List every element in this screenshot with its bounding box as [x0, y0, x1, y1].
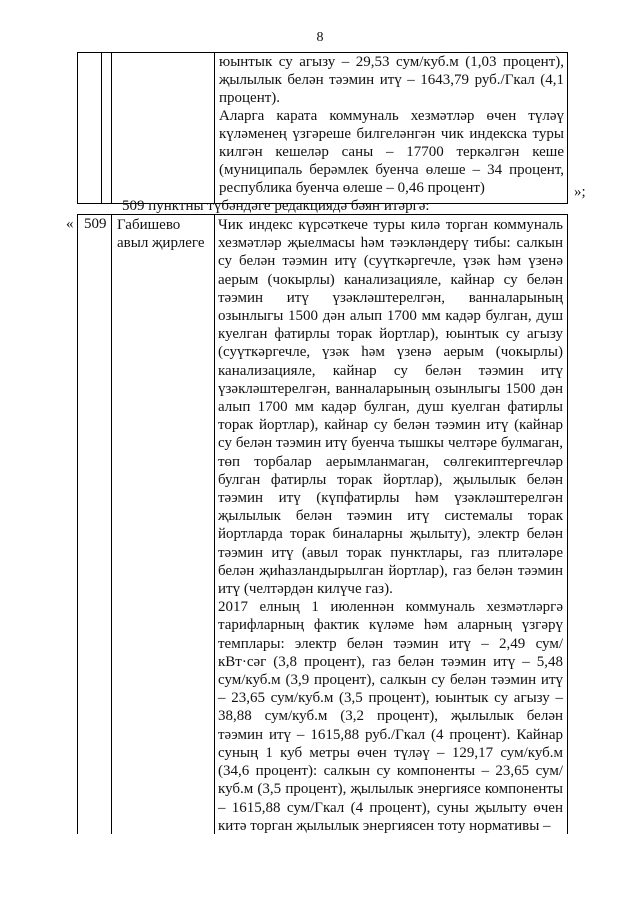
paragraph: Чик индекс күрсәткече туры килә торган коммуналь хезмәтләр җыелмасы һәм тәэкләндерү тибы: салкын су белән тәэмин итү (суүткәргечле, үзәк һәм үзенә аерым (чокырлы) канализацияле, кайнар су белән тәэмин итү үзәкләштерелгән, ванналарының озынлыгы 1500 дән алып 1700 мм кадәр булган, душ куелган фатирлы торак йортлар), юынтык су агызу (суүткәргечле, үзәк һәм үзенә аерым (чокырлы) канализацияле, кайнар су белән тәэмин итү үзәкләштерелгән, ванналарының озынлыгы 1500 дән алып 1700 мм кадәр булган, душ куелган фатирлы торак йортлар), кайнар су белән тәэмин итү (кайнар су белән тәэмин итү буенча тышкы челтәре булмаган, төп торбалар аерымланмаган, сөлгекиптергечләр булган фатирлы торак йортлар), җылылык белән тәэмин итү (күпфатирлы һәм үзәкләштерелгән җылылык белән тәэмин итү системалы торак йортларда торак биналарны җылыту), электр белән тәэмин итү (авыл торак пунктлары, газ плитәләре белән җиһазландырылган йортлар), газ белән тәэмин итү (челтәрдән килүче газ). — [218, 217, 563, 598]
previous-row-text — [219, 53, 564, 197]
closing-quote: »; — [574, 184, 586, 200]
settlement-name: Габишево авыл җирлеге — [117, 217, 205, 251]
paragraph: юынтык су агызу – 29,53 сум/куб.м (1,03 процент), җылылык белән тәэмин итү – 1643,79 руб./Гкал (4,1 процент). — [219, 54, 564, 106]
column-divider — [214, 53, 215, 203]
column-divider — [111, 53, 112, 203]
amendment-note: 509 пунктны түбәндәге редакциядә бәян итәргә: — [122, 198, 430, 214]
row-509-text — [218, 216, 563, 835]
column-divider — [214, 215, 215, 834]
paragraph: Аларга карата коммуналь хезмәтләр өчен түләү күләменең үзгәреше билгеләнгән чик индекска туры килгән кешеләр саны – 17700 теркәлгән кеше (муниципаль берәмлек буенча өлеше – 34 процент, республика буенча өлеше – 0,46 процент) — [219, 108, 564, 196]
paragraph: 2017 елның 1 июленнән коммуналь хезмәтләргә тарифларның фактик күләме һәм аларның үзгәрү темплары: электр белән тәэмин итү – 2,49 сум/кВт·сәг (3,8 процент), газ белән тәэмин итү – 5,48 сум/куб.м (3,9 процент), салкын су белән тәэмин итү – 23,65 сум/куб.м (3,5 процент), юынтык су агызу – 38,88 сум/куб.м (3,2 процент), җылылык белән тәэмин итү – 1615,88 руб./Гкал (4 процент). Кайнар суның 1 куб метры өчен түләү – 129,17 сум/куб.м (34,6 процент): салкын су компоненты – 23,65 сум/куб.м (3,5 процент), җылылык энергиясе компоненты – 1615,88 сум/Гкал (4 процент), суны җылыту өчен китә торган җылылык энергиясен тоту нормативы – — [218, 599, 563, 834]
page-number: 8 — [316, 30, 324, 45]
column-divider — [101, 53, 102, 203]
column-divider — [111, 215, 112, 834]
opening-quote: « — [66, 216, 74, 232]
row-number: 509 — [84, 216, 107, 232]
previous-row-table — [77, 52, 568, 204]
